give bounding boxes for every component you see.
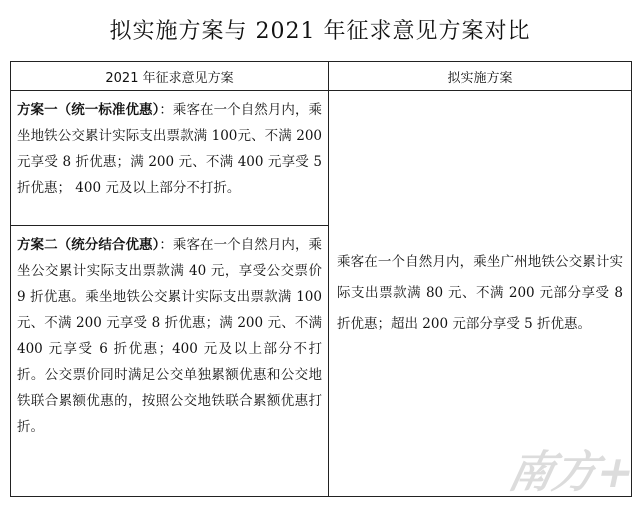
implemented-cell [329, 91, 632, 497]
watermark-text: 南方+ [503, 447, 640, 498]
header-2021-draft: 2021 年征求意见方案 [11, 62, 329, 91]
plan-b-label: 方案二（统分结合优惠） [17, 237, 160, 253]
page-title: 拟实施方案与 2021 年征求意见方案对比 [109, 19, 531, 44]
plan-b-text: ：乘客在一个自然月内，乘坐公交累计实际支出票款满 40 元，享受公交票价 9 折优惠。乘坐地铁公交累计实际支出票款满 100 元、不满 200 元享受 8 折优惠；满 200 元、不满 400 元享受 6 折优惠；400 元及以上部分不打折。公交票价同时满足公交单独累额优惠和公交地铁联合累额优惠的，按照公交地铁联合累额优惠打折。 [17, 237, 322, 435]
implemented-text: 乘客在一个自然月内，乘坐广州地铁公交累计实际支出票款满 80 元、不满 200 元部分享受 8 折优惠；超出 200 元部分享受 5 折优惠。 [337, 254, 623, 332]
plan-b-cell [11, 226, 329, 497]
header-implemented: 拟实施方案 [329, 62, 632, 91]
plan-a-label: 方案一（统一标准优惠） [17, 102, 160, 118]
plan-a-text: ：乘客在一个自然月内，乘坐地铁公交累计实际支出票款满 100元、不满 200 元享受 8 折优惠；满 200 元、不满 400 元享受 5 折优惠； 400 元及以上部分不打折。 [17, 102, 322, 196]
comparison-table [10, 61, 632, 497]
table-header-row [11, 62, 632, 91]
table-row-plan-a [11, 91, 632, 226]
plan-a-cell [11, 91, 329, 226]
